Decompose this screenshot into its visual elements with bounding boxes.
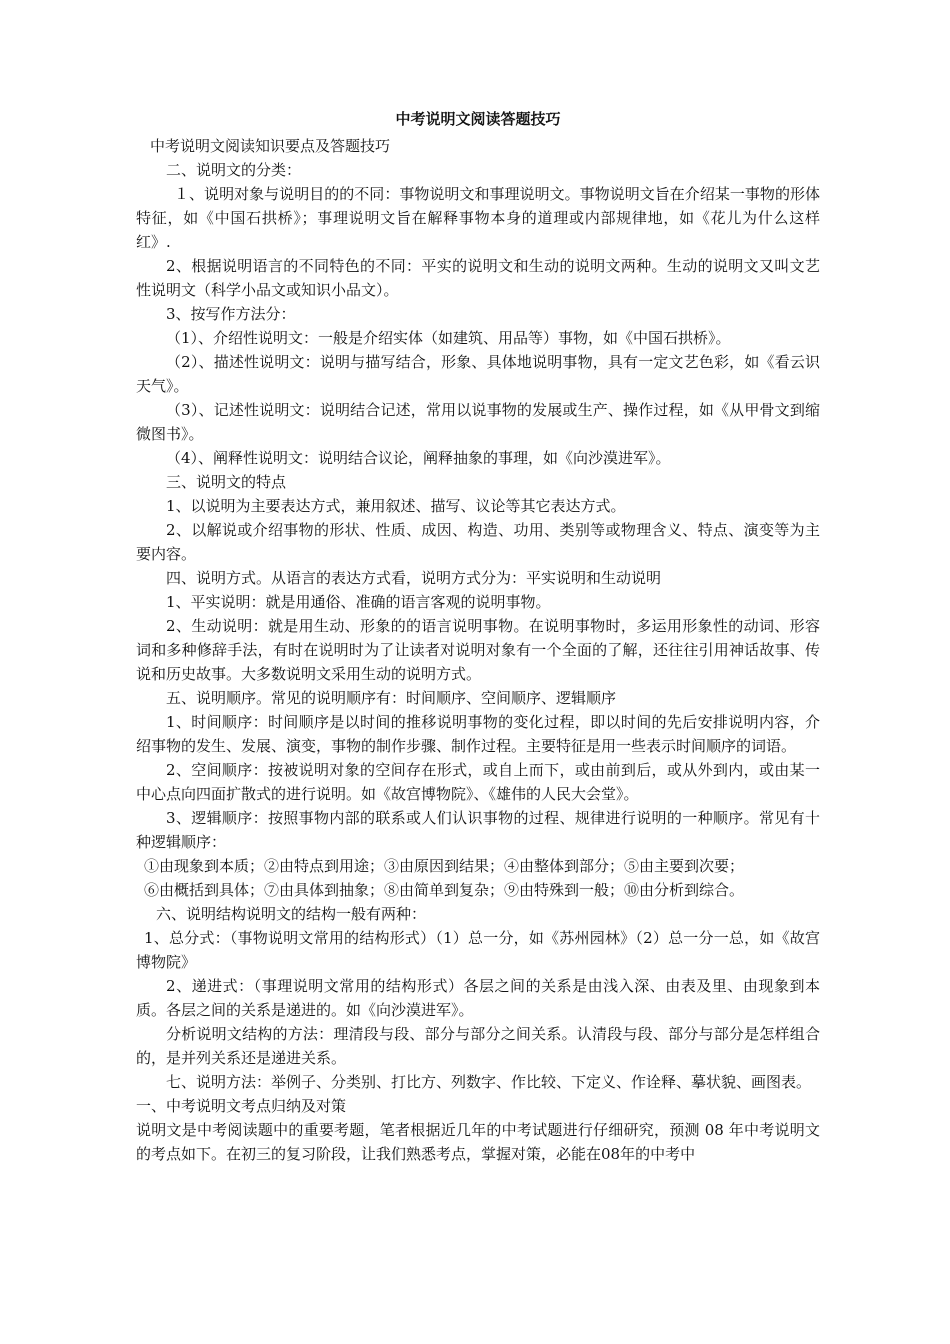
paragraph: 2、生动说明：就是用生动、形象的的语言说明事物。在说明事物时，多运用形象性的动词、形容词和多种修辞手法，有时在说明时为了让读者对说明对象有一个全面的了解，还往往引用神话故事、传说和历史故事。大多数说明文采用生动的说明方式。 [136,617,820,683]
paragraph: （3）、记述性说明文：说明结合记述，常用以说事物的发展或生产、操作过程，如《从甲骨文到缩微图书》。 [136,401,820,443]
section-heading: 一、中考说明文考点归纳及对策 [136,1097,347,1115]
paragraph: 七、说明方法：举例子、分类别、打比方、列数字、作比较、下定义、作诠释、摹状貌、画图表。 [166,1073,812,1091]
section-heading: 五、说明顺序。常见的说明顺序有：时间顺序、空间顺序、逻辑顺序 [166,689,617,707]
paragraph: 1、平实说明：就是用通俗、准确的语言客观的说明事物。 [166,593,551,611]
paragraph: 1、时间顺序：时间顺序是以时间的推移说明事物的变化过程，即以时间的先后安排说明内容，介绍事物的发生、发展、演变，事物的制作步骤、制作过程。主要特征是用一些表示时间顺序的词语。 [136,713,820,755]
section-heading: 三、说明文的特点 [166,473,287,491]
paragraph: 分析说明文结构的方法：理清段与段、部分与部分之间关系。认清段与段、部分与部分是怎样组合的，是并列关系还是递进关系。 [136,1025,820,1067]
paragraph: （4）、阐释性说明文：说明结合议论，阐释抽象的事理，如《向沙漠进军》。 [166,449,671,467]
paragraph: 2、空间顺序：按被说明对象的空间存在形式，或自上而下，或由前到后，或从外到内，或由某一中心点向四面扩散式的进行说明。如《故宫博物院》、《雄伟的人民大会堂》。 [136,761,820,803]
paragraph: 2、以解说或介绍事物的形状、性质、成因、构造、功用、类别等或物理含义、特点、演变等为主要内容。 [136,521,820,563]
list-line: ⑥由概括到具体；⑦由具体到抽象；⑧由简单到复杂；⑨由特殊到一般；⑩由分析到综合。 [144,881,745,899]
section-heading: 四、说明方式。从语言的表达方式看，说明方式分为：平实说明和生动说明 [166,569,662,587]
list-line: ①由现象到本质；②由特点到用途；③由原因到结果；④由整体到部分；⑤由主要到次要； [144,857,745,875]
paragraph: 2、递进式：（事理说明文常用的结构形式）各层之间的关系是由浅入深、由表及里、由现象到本质。各层之间的关系是递进的。如《向沙漠进军》。 [136,977,820,1019]
paragraph: 3、按写作方法分： [166,305,296,323]
section-heading: 六、说明结构说明文的结构一般有两种： [156,905,427,923]
section-heading: 二、说明文的分类： [166,161,302,179]
subtitle-paragraph: 中考说明文阅读知识要点及答题技巧 [150,137,391,155]
paragraph: 1、总分式：（事物说明文常用的结构形式）（1）总一分，如《苏州园林》（2）总一分一总，如《故宫博物院》 [136,929,820,971]
document-title: 中考说明文阅读答题技巧 [395,110,561,128]
paragraph: （2）、描述性说明文：说明与描写结合，形象、具体地说明事物，具有一定文艺色彩，如《看云识天气》。 [136,353,820,395]
paragraph: 说明文是中考阅读题中的重要考题，笔者根据近几年的中考试题进行仔细研究，预测 08 年中考说明文的考点如下。在初三的复习阶段，让我们熟悉考点，掌握对策，必能在08年的中考中 [136,1121,820,1163]
paragraph: 3、逻辑顺序：按照事物内部的联系或人们认识事物的过程、规律进行说明的一种顺序。常见有十种逻辑顺序： [136,809,820,851]
paragraph: 2、根据说明语言的不同特色的不同：平实的说明文和生动的说明文两种。生动的说明文又叫文艺性说明文（科学小品文或知识小品文）。 [136,257,820,299]
paragraph: １、说明对象与说明目的的不同：事物说明文和事理说明文。事物说明文旨在介绍某一事物的形体特征，如《中国石拱桥》；事理说明文旨在解释事物本身的道理或内部规律地，如《花儿为什么这样红》. [136,185,820,251]
document-page [136,104,820,1166]
paragraph: （1）、介绍性说明文：一般是介绍实体（如建筑、用品等）事物，如《中国石拱桥》。 [166,329,731,347]
paragraph: 1、以说明为主要表达方式，兼用叙述、描写、议论等其它表达方式。 [166,497,626,515]
